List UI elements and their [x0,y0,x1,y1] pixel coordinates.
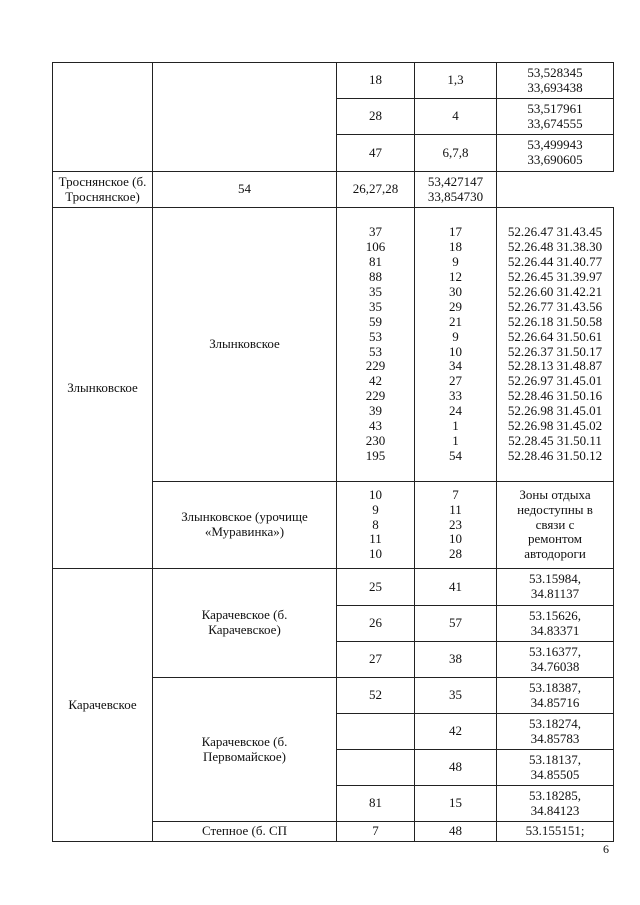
cell-settlement [153,208,337,482]
cell-line: 37 [369,224,382,240]
data-table [52,62,614,842]
cell-line: 34.81137 [530,586,580,601]
cell-line: 34 [449,358,462,374]
cell-line: 47 [369,144,382,160]
cell-line: 1 [452,432,459,448]
cell-count [337,208,415,482]
cell-line: 34.85716 [530,694,580,710]
cell-line: Злынковское [209,336,280,352]
cell-line: 53.15984, [529,571,581,587]
cell-count [337,569,415,606]
cell-count [337,642,415,678]
cell-settlement [53,172,153,208]
cell-line: 53,427147 [427,173,484,189]
cell-line: 27 [369,651,382,667]
cell-line: 29 [449,298,462,314]
cell-line: 81 [369,254,382,270]
cell-line: 53.18137, [529,751,581,767]
cell-line: 34.76038 [530,658,580,674]
cell-line: 25 [369,578,382,594]
cell-line: 35 [369,298,382,314]
cell-line: 53.16377, [529,643,581,659]
cell-line: 39 [369,403,382,419]
cell-line: 27 [449,373,462,389]
cell-line: 7 [452,486,459,502]
cell-line: 33,854730 [427,188,484,204]
cell-line: Степное (б. СП [201,823,288,839]
cell-line: Первомайское) [202,748,286,764]
cell-district [53,63,153,172]
cell-line: 43 [369,418,382,434]
cell-line: 54 [238,181,251,197]
cell-line: 53,517961 [527,100,583,116]
cell-district [53,569,153,842]
cell-line: 230 [365,432,386,448]
cell-line: 52.28.13 31.48.87 [507,358,603,374]
cell-line: 9 [452,254,459,270]
cell-line: 15 [449,795,462,811]
cell-line: 34.84123 [530,802,580,818]
cell-line: 12 [449,268,462,284]
cell-line: 52.26.98 31.45.02 [507,418,603,434]
cell-coordinates [497,786,614,822]
cell-line: 52.26.45 31.39.97 [507,268,603,284]
cell-line: 18 [369,72,382,88]
cell-line: 9 [452,328,459,344]
cell-coordinates [497,822,614,842]
cell-coordinates [497,63,614,99]
cell-line: Троснянское) [65,188,140,204]
cell-zone [337,172,415,208]
cell-count [337,63,415,99]
cell-zone [415,606,497,642]
cell-line: 1,3 [447,72,464,88]
cell-line: 38 [449,651,462,667]
cell-line: 53.18285, [529,787,581,803]
cell-line: ремонтом [528,531,582,547]
cell-line: 52.26.47 31.43.45 [507,224,603,240]
cell-line: 52.26.44 31.40.77 [507,254,603,270]
cell-line: 11 [369,531,382,547]
cell-line: 48 [449,759,462,775]
cell-coordinates [497,678,614,714]
cell-coordinates [497,99,614,135]
cell-line: связи с [535,516,575,532]
cell-line: 8 [372,516,379,532]
cell-line: 52.26.98 31.45.01 [507,403,603,419]
cell-line: автодороги [524,546,586,562]
cell-count [337,786,415,822]
cell-line: 52.28.46 31.50.16 [507,388,603,404]
cell-coordinates [497,569,614,606]
cell-line: 34.85505 [530,766,580,782]
cell-settlement [153,569,337,678]
cell-line: 24 [449,403,462,419]
cell-count [337,822,415,842]
cell-line: Злынковское [67,379,138,395]
cell-count [337,714,415,750]
cell-line: 33,693438 [527,79,583,95]
cell-line: 4 [452,108,459,124]
cell-line: 18 [449,239,462,255]
cell-line: 52.26.97 31.45.01 [507,373,603,389]
cell-line: 10 [369,486,382,502]
cell-line: 28 [369,108,382,124]
cell-line: 52.26.60 31.42.21 [507,283,603,299]
cell-line: 10 [369,546,382,562]
page-number: 6 [603,842,609,856]
cell-coordinates [497,750,614,786]
cell-count [337,678,415,714]
cell-line: 35 [449,687,462,703]
cell-coordinates [497,714,614,750]
cell-zone [415,208,497,482]
cell-line: 42 [449,723,462,739]
cell-line: 26 [369,615,382,631]
cell-line: 10 [449,531,462,547]
cell-line: 57 [449,615,462,631]
cell-line: 53.155151; [525,823,585,839]
cell-zone [415,642,497,678]
cell-line: 42 [369,373,382,389]
cell-line: 52.28.46 31.50.12 [507,447,603,463]
cell-line: Карачевское) [208,622,281,637]
cell-line: 9 [372,501,379,517]
cell-count [337,606,415,642]
cell-line: 33,690605 [527,152,583,167]
cell-line: 88 [369,268,382,284]
cell-line: 52.26.77 31.43.56 [507,298,603,314]
cell-line: Карачевское (б. [201,607,288,623]
cell-line: 34.85783 [530,730,580,746]
cell-line: 33,674555 [527,115,583,131]
cell-line: «Муравинка») [204,524,285,539]
cell-count [337,482,415,569]
cell-settlement [153,482,337,569]
cell-count [337,750,415,786]
cell-line: 11 [449,501,462,517]
cell-line: 6,7,8 [442,144,469,160]
cell-line: 106 [365,239,386,255]
cell-line: 53.18274, [529,715,581,731]
cell-zone [415,99,497,135]
cell-line: Карачевское (б. [201,733,288,749]
cell-line: 34.83371 [530,622,580,638]
cell-zone [415,678,497,714]
cell-line: Злынковское (урочище [181,509,308,525]
cell-zone [415,750,497,786]
cell-line: Троснянское (б. [58,173,147,189]
cell-zone [415,822,497,842]
cell-line: 229 [365,388,386,404]
cell-line: 53.15626, [529,607,581,623]
cell-line: 53,499943 [527,137,583,153]
cell-zone [415,786,497,822]
cell-line: 53 [369,343,382,359]
cell-line: Карачевское [68,696,137,712]
cell-line: 23 [449,516,462,532]
cell-settlement [153,678,337,822]
cell-line: Зоны отдыха [519,486,591,502]
cell-line: 26,27,28 [352,181,399,197]
cell-line: 30 [449,283,462,299]
cell-line: 195 [365,447,386,463]
cell-line: 53 [369,328,382,344]
cell-coordinates [497,208,614,482]
cell-line: 53.18387, [529,679,581,695]
cell-line: 21 [449,313,462,329]
cell-coordinates [415,172,497,208]
cell-line: 53,528345 [527,64,583,80]
cell-coordinates [497,606,614,642]
cell-line: 41 [449,578,462,594]
cell-line: недоступны в [517,501,593,517]
cell-zone [415,482,497,569]
cell-line: 52 [369,687,382,703]
table-row [53,63,614,99]
cell-settlement [153,63,337,172]
cell-line: 10 [449,343,462,359]
cell-line: 52.26.64 31.50.61 [507,328,603,344]
cell-settlement [153,822,337,842]
cell-zone [415,569,497,606]
cell-coordinates [497,482,614,569]
cell-coordinates [497,642,614,678]
cell-zone [415,135,497,172]
cell-line: 52.26.18 31.50.58 [507,313,603,329]
cell-zone [415,63,497,99]
cell-line: 54 [449,447,462,463]
cell-line: 33 [449,388,462,404]
cell-line: 52.28.45 31.50.11 [508,432,602,448]
table-row [53,208,614,482]
cell-line: 52.26.37 31.50.17 [507,343,603,359]
cell-count [337,135,415,172]
cell-zone [415,714,497,750]
cell-line: 229 [365,358,386,374]
cell-line: 7 [372,823,379,839]
cell-line: 81 [369,795,382,811]
cell-count [153,172,337,208]
cell-line: 48 [449,823,462,839]
cell-district [53,208,153,569]
cell-line: 35 [369,283,382,299]
cell-line: 17 [449,224,462,240]
cell-line: 1 [452,418,459,434]
cell-line: 59 [369,313,382,329]
cell-line: 28 [449,546,462,562]
cell-line: 52.26.48 31.38.30 [507,239,603,255]
table-row [53,172,614,208]
table-row [53,569,614,606]
cell-coordinates [497,135,614,172]
cell-count [337,99,415,135]
